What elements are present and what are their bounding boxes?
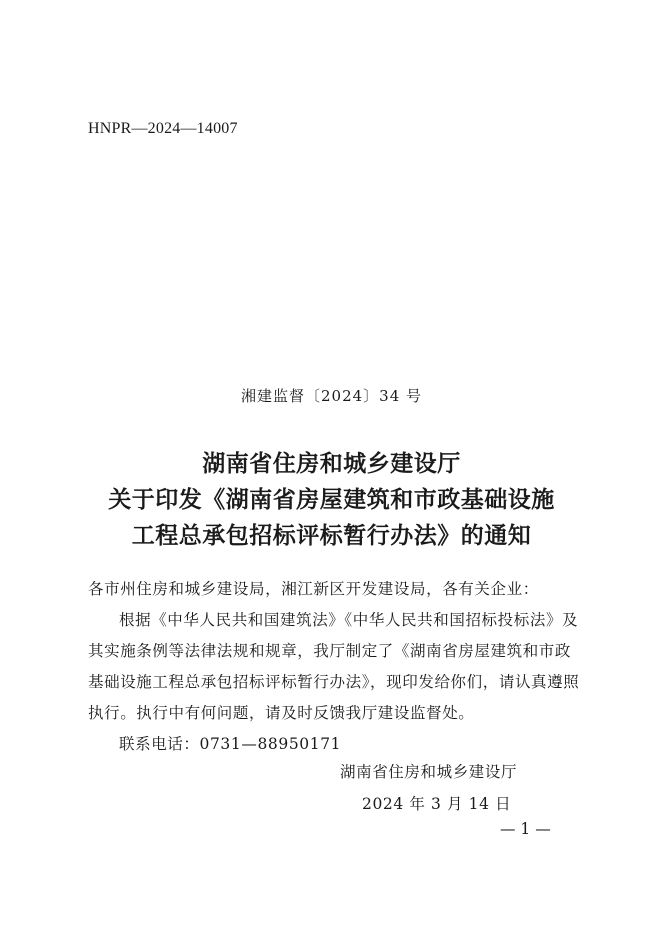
document-number: 湘建监督〔2024〕34 号	[240, 387, 423, 405]
page-number: — 1 —	[500, 820, 551, 838]
signature-date: 2024 年 3 月 14 日	[362, 795, 512, 813]
contact-phone: 联系电话：0731—88950171	[119, 735, 342, 753]
salutation: 各市州住房和城乡建设局，湘江新区开发建设局，各有关企业：	[88, 580, 539, 598]
document-title	[0, 446, 663, 554]
title-line-2: 关于印发《湖南省房屋建筑和市政基础设施	[108, 486, 555, 513]
body-paragraph: 根据《中华人民共和国建筑法》《中华人民共和国招标投标法》及其实施条例等法律法规和规章，我厅制定了《湖南省房屋建筑和市政基础设施工程总承包招标评标暂行办法》，现印发给你们，请认真遵照执行。执行中有何问题，请及时反馈我厅建设监督处。	[88, 611, 580, 722]
document-code: HNPR—2024—14007	[88, 120, 238, 137]
title-line-3: 工程总承包招标评标暂行办法》的通知	[131, 522, 532, 549]
document-body	[88, 574, 580, 760]
title-line-1: 湖南省住房和城乡建设厅	[202, 450, 461, 477]
signature-organization: 湖南省住房和城乡建设厅	[340, 763, 518, 781]
